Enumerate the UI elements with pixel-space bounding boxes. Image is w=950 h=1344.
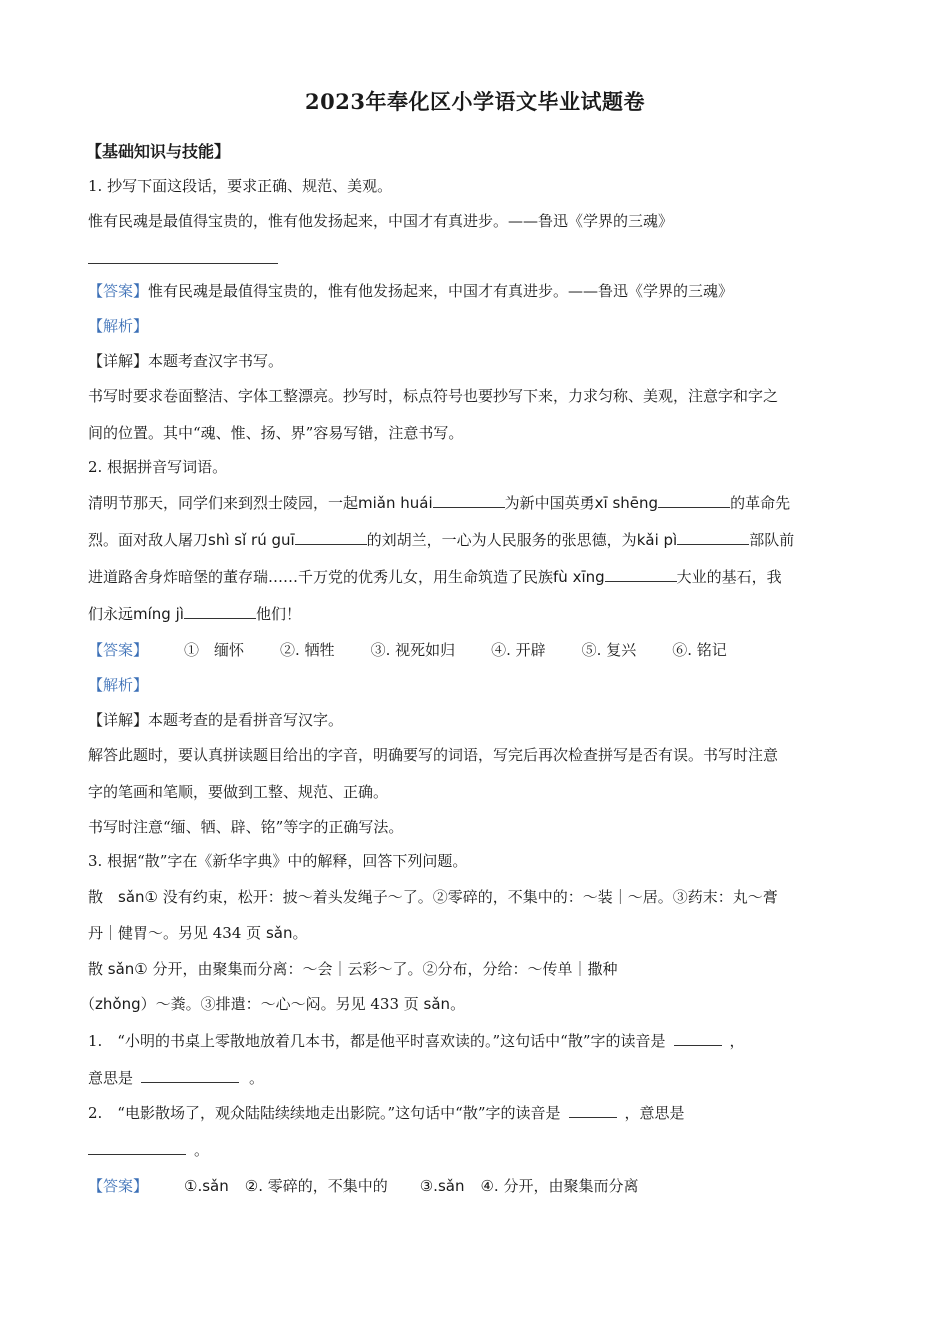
q3-text: 散 — [88, 888, 119, 906]
fill-blank[interactable] — [569, 1103, 617, 1118]
q2-text: 他们！ — [255, 605, 301, 623]
q2-detail — [88, 710, 868, 730]
q2-text: 烈。面对敌人屠刀 — [88, 531, 209, 549]
q1-answer — [88, 281, 868, 301]
q3-sub1-line2 — [88, 1068, 868, 1088]
detail-text: 本题考查的是看拼音写汉字。 — [148, 711, 344, 729]
pinyin: sǎn — [202, 1177, 229, 1195]
q3-text: ① 没有约束，松开：披～着头发绳子～了。②零碎的，不集中的：～装｜～居。③药末：丸～膏 — [144, 888, 778, 906]
q2-answer — [88, 640, 868, 660]
pinyin: sǎn — [423, 995, 451, 1013]
answer-item: ⑤. 复兴 — [581, 641, 637, 659]
q1-analysis-tag: 【解析】 — [88, 317, 149, 335]
pinyin: sǎn — [107, 960, 135, 978]
fill-blank[interactable] — [605, 567, 677, 582]
q3-answer — [88, 1176, 868, 1196]
q3-text: ，意思是 — [624, 1104, 685, 1122]
answer-tag: 【答案】 — [88, 1177, 149, 1195]
q2-text: 为新中国英勇 — [504, 494, 595, 512]
pinyin: zhǒng — [95, 995, 141, 1013]
detail-text: 本题考查汉字书写。 — [148, 352, 284, 370]
q3-dict-line4 — [80, 994, 860, 1014]
q3-text: 散 — [88, 960, 108, 978]
pinyin: xī shēng — [594, 494, 659, 512]
q3-text: 意思是 — [88, 1069, 134, 1087]
q2-text: 的革命先 — [730, 494, 791, 512]
fill-blank[interactable] — [433, 493, 505, 508]
fill-blank[interactable] — [674, 1031, 722, 1046]
pinyin: sǎn — [437, 1177, 465, 1195]
q3-text: ， — [729, 1032, 745, 1050]
q2-stem: 2. 根据拼音写词语。 — [88, 458, 228, 476]
answer-item: ②. 牺牲 — [280, 641, 335, 659]
q2-explanation-line1: 解答此题时，要认真拼读题目给出的字音，明确要写的词语，写完后再次检查拼写是否有误。书写时注意 — [88, 746, 779, 764]
answer-item: ④. 分开，由聚集而分离 — [480, 1177, 639, 1195]
q3-dict-line2 — [88, 923, 868, 943]
q2-line2 — [88, 530, 868, 550]
q2-line3 — [88, 567, 868, 587]
fill-blank[interactable] — [184, 604, 256, 619]
fill-blank[interactable] — [658, 493, 730, 508]
q2-text: 清明节那天，同学们来到烈士陵园，一起 — [88, 494, 359, 512]
pinyin: shì sǐ rú guī — [208, 531, 295, 549]
pinyin: fù xīng — [553, 568, 605, 586]
q3-text: 。 — [249, 1069, 265, 1087]
answer-item: ①. — [184, 1177, 203, 1195]
q3-text: 。 — [450, 995, 466, 1013]
answer-item: ① 缅怀 — [184, 641, 245, 659]
page-title: 2023年奉化区小学语文毕业试题卷 — [305, 89, 645, 114]
q3-dict-line1 — [88, 887, 868, 907]
answer-item: ④. 开辟 — [491, 641, 546, 659]
q3-text: 。 — [194, 1141, 210, 1159]
q1-explanation-line1: 书写时要求卷面整洁、字体工整漂亮。抄写时，标点符号也要抄写下来，力求匀称、美观，注意字和字之 — [88, 387, 779, 405]
q2-text: 大业的基石，我 — [676, 568, 782, 586]
pinyin: míng jì — [133, 605, 184, 623]
fill-blank[interactable] — [295, 530, 367, 545]
q2-analysis-tag: 【解析】 — [88, 676, 149, 694]
q3-sub2-line1 — [88, 1103, 868, 1123]
answer-item: ③. — [419, 1177, 438, 1195]
fill-blank[interactable] — [677, 530, 749, 545]
q3-stem: 3. 根据“散”字在《新华字典》中的解释，回答下列问题。 — [88, 852, 468, 870]
q3-sub1-line1 — [88, 1031, 868, 1051]
detail-tag: 【详解】 — [88, 711, 149, 729]
q2-text: 进道路舍身炸暗堡的董存瑞……千万党的优秀儿女，用生命筑造了民族 — [88, 568, 554, 586]
q3-text: ① 分开，由聚集而分离：～会｜云彩～了。②分布，分给：～传单｜撒种 — [134, 960, 618, 978]
q2-text: 部队前 — [749, 531, 795, 549]
answer-item: ②. 零碎的，不集中的 — [244, 1177, 388, 1195]
pinyin: kǎi pì — [636, 531, 678, 549]
fill-blank[interactable] — [141, 1068, 239, 1083]
answer-item: ⑥. 铭记 — [672, 641, 727, 659]
q2-explanation-line3: 书写时注意“缅、牺、辟、铭”等字的正确写法。 — [88, 818, 404, 836]
answer-tag: 【答案】 — [88, 282, 149, 300]
answer-tag: 【答案】 — [88, 641, 149, 659]
q3-text: 。 — [292, 924, 308, 942]
pinyin: sǎn — [265, 924, 293, 942]
q1-answer-line — [88, 263, 278, 264]
pinyin: sǎn — [118, 888, 145, 906]
q1-passage: 惟有民魂是最值得宝贵的，惟有他发扬起来，中国才有真进步。——鲁迅《学界的三魂》 — [88, 212, 674, 230]
detail-tag: 【详解】 — [88, 352, 149, 370]
answer-text: 惟有民魂是最值得宝贵的，惟有他发扬起来，中国才有真进步。——鲁迅《学界的三魂》 — [148, 282, 734, 300]
q1-explanation-line2: 间的位置。其中“魂、惟、扬、界”容易写错，注意书写。 — [88, 424, 464, 442]
q3-dict-line3 — [88, 959, 868, 979]
q1-detail — [88, 351, 868, 371]
fill-blank[interactable] — [88, 1140, 186, 1155]
answer-item: ③. 视死如归 — [370, 641, 456, 659]
pinyin: miǎn huái — [358, 494, 433, 512]
q3-text: ）～粪。③排遣：～心～闷。另见 433 页 — [140, 995, 424, 1013]
q3-text: 丹｜健胃～。另见 434 页 — [88, 924, 266, 942]
q2-text: 的刘胡兰，一心为人民服务的张思德，为 — [366, 531, 637, 549]
q2-line1 — [88, 493, 868, 513]
q1-stem: 1. 抄写下面这段话，要求正确、规范、美观。 — [88, 177, 393, 195]
q3-text: （ — [80, 995, 96, 1013]
q3-text: 2. “电影散场了，观众陆陆续续地走出影院。”这句话中“散”字的读音是 — [88, 1104, 561, 1122]
q2-text: 们永远 — [88, 605, 134, 623]
q3-sub2-line2 — [88, 1140, 868, 1160]
section-heading: 【基础知识与技能】 — [86, 142, 231, 161]
q3-text: 1. “小明的书桌上零散地放着几本书，都是他平时喜欢读的。”这句话中“散”字的读音是 — [88, 1032, 666, 1050]
q2-explanation-line2: 字的笔画和笔顺，要做到工整、规范、正确。 — [88, 783, 389, 801]
q2-line4 — [88, 604, 868, 624]
